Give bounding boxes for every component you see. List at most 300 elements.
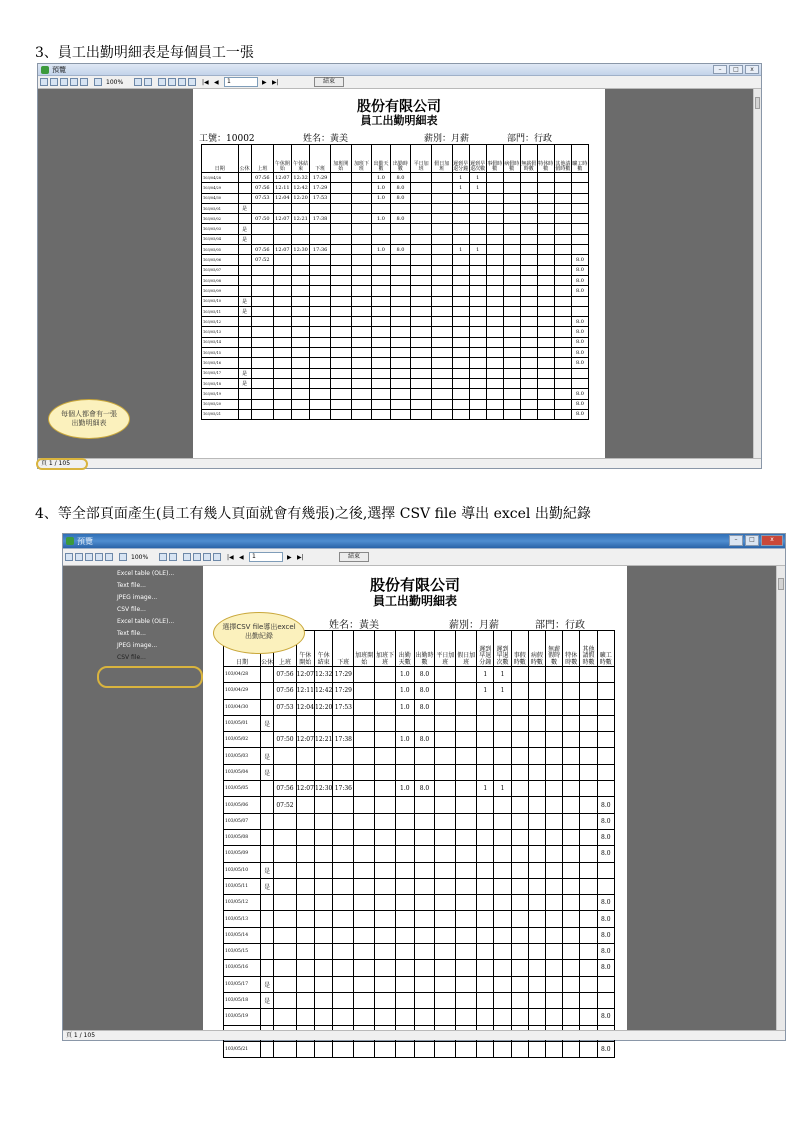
table-cell: 12:32 — [314, 667, 332, 683]
export-menu-item[interactable]: CSV file... — [117, 606, 146, 613]
find-icon[interactable] — [80, 78, 88, 86]
table-cell — [260, 944, 274, 960]
date-cell: 103/05/04 — [224, 764, 261, 780]
export-menu-item[interactable]: Excel table (OLE)... — [117, 618, 175, 625]
table-cell — [274, 764, 296, 780]
table-cell — [396, 846, 414, 862]
table-cell — [351, 348, 372, 358]
table-cell — [456, 748, 477, 764]
table-cell — [477, 960, 494, 976]
table-cell — [494, 992, 511, 1008]
zoom-icon[interactable] — [94, 78, 102, 86]
emp-no — [199, 131, 255, 144]
print-icon[interactable] — [40, 78, 48, 86]
minimize-button[interactable]: – — [729, 535, 743, 546]
table-cell — [528, 895, 545, 911]
export-menu-item[interactable]: Excel table (OLE)... — [117, 570, 175, 577]
table-cell — [435, 1041, 456, 1057]
table-cell — [431, 183, 452, 193]
table-cell — [333, 748, 354, 764]
column-header: 事假時數 — [486, 145, 503, 173]
emp-name — [303, 131, 348, 144]
date-cell: 103/05/05 — [202, 245, 239, 255]
table-cell — [273, 358, 291, 368]
table-cell — [260, 667, 274, 683]
name-label: 姓名： — [303, 134, 331, 144]
table-cell — [238, 173, 251, 183]
table-cell — [310, 327, 331, 337]
table-cell — [330, 358, 351, 368]
table-cell — [452, 224, 469, 234]
column-header: 日期 — [202, 145, 239, 173]
export-icon[interactable] — [70, 78, 78, 86]
table-cell — [411, 245, 432, 255]
table-cell: 8.0 — [390, 193, 411, 203]
table-cell — [351, 368, 372, 378]
table-cell — [414, 976, 435, 992]
maximize-button[interactable]: □ — [729, 65, 743, 74]
table-cell — [477, 878, 494, 894]
table-cell — [351, 378, 372, 388]
table-cell: 12:07 — [296, 667, 314, 683]
table-cell — [554, 378, 571, 388]
table-cell — [563, 683, 580, 699]
table-cell: 07:56 — [251, 245, 273, 255]
table-cell: 1 — [494, 781, 511, 797]
two-page-icon[interactable] — [193, 553, 201, 561]
table-cell — [597, 699, 614, 715]
table-cell — [563, 764, 580, 780]
table-cell — [354, 976, 375, 992]
table-cell — [292, 306, 310, 316]
table-cell — [390, 327, 411, 337]
table-cell: 1 — [477, 667, 494, 683]
table-cell — [260, 699, 274, 715]
table-cell — [494, 944, 511, 960]
table-row — [224, 683, 615, 699]
table-cell — [456, 1041, 477, 1057]
table-cell — [456, 846, 477, 862]
table-cell — [580, 764, 597, 780]
table-cell — [486, 224, 503, 234]
table-cell — [354, 781, 375, 797]
table-cell — [520, 389, 537, 399]
date-cell: 103/05/03 — [202, 224, 239, 234]
table-cell — [354, 846, 375, 862]
table-cell — [330, 234, 351, 244]
table-cell — [563, 732, 580, 748]
table-cell — [494, 846, 511, 862]
table-cell — [310, 265, 331, 275]
table-cell: 17:53 — [310, 193, 331, 203]
table-cell — [251, 378, 273, 388]
table-cell: 1 — [469, 183, 486, 193]
table-cell — [411, 317, 432, 327]
zoom-out-icon[interactable] — [134, 78, 142, 86]
table-cell — [571, 296, 588, 306]
table-cell: 12:07 — [273, 245, 291, 255]
table-row — [202, 234, 589, 244]
table-cell — [292, 368, 310, 378]
table-cell — [477, 992, 494, 1008]
table-row — [202, 173, 589, 183]
column-header: 曠工時數 — [597, 631, 614, 667]
page-number-input[interactable]: 1 — [224, 77, 258, 87]
table-cell — [390, 296, 411, 306]
table-cell — [477, 715, 494, 731]
toolbar — [38, 76, 761, 89]
name-value: 黃美 — [359, 620, 379, 631]
single-page-icon[interactable] — [158, 78, 166, 86]
pay-type — [424, 131, 469, 144]
table-cell — [238, 275, 251, 285]
table-cell — [292, 389, 310, 399]
table-cell — [296, 878, 314, 894]
table-cell — [554, 255, 571, 265]
table-cell — [260, 781, 274, 797]
table-cell — [597, 878, 614, 894]
table-cell — [431, 275, 452, 285]
table-cell — [396, 1041, 414, 1057]
first-page-icon[interactable]: |◀ — [227, 554, 234, 561]
table-cell — [494, 797, 511, 813]
table-row — [224, 813, 615, 829]
table-cell — [554, 358, 571, 368]
export-icon[interactable] — [95, 553, 103, 561]
table-cell — [396, 976, 414, 992]
table-cell — [546, 748, 563, 764]
table-cell — [456, 927, 477, 943]
table-cell — [435, 813, 456, 829]
table-cell — [251, 306, 273, 316]
table-cell: 是 — [238, 378, 251, 388]
table-cell — [477, 732, 494, 748]
table-cell — [296, 715, 314, 731]
open-icon[interactable] — [50, 78, 58, 86]
table-cell — [503, 245, 520, 255]
table-cell — [511, 944, 528, 960]
table-cell: 是 — [260, 992, 274, 1008]
table-cell — [580, 944, 597, 960]
scroll-thumb[interactable] — [755, 97, 760, 109]
dept-value: 行政 — [565, 620, 585, 631]
save-icon[interactable] — [60, 78, 68, 86]
date-cell: 103/05/07 — [224, 813, 261, 829]
table-cell — [435, 1009, 456, 1025]
column-header: 遲到早退分鐘 — [477, 631, 494, 667]
table-cell — [520, 214, 537, 224]
table-header-row — [202, 145, 589, 173]
table-cell — [528, 683, 545, 699]
two-page-icon[interactable] — [168, 78, 176, 86]
zoom-select[interactable]: 100% — [131, 554, 149, 561]
pay-value: 月薪 — [451, 134, 470, 144]
export-menu-item[interactable]: Text file... — [117, 630, 146, 637]
single-page-icon[interactable] — [183, 553, 191, 561]
table-row — [202, 183, 589, 193]
page-number-input[interactable]: 1 — [249, 552, 283, 562]
first-page-icon[interactable]: |◀ — [202, 79, 209, 86]
table-cell — [251, 203, 273, 213]
table-cell: 12:07 — [273, 173, 291, 183]
edit-icon[interactable] — [213, 553, 221, 561]
table-cell: 8.0 — [597, 911, 614, 927]
table-row — [224, 715, 615, 731]
close-button[interactable]: x — [761, 535, 783, 546]
export-menu-item[interactable]: JPEG image... — [117, 642, 158, 649]
next-page-icon[interactable]: ▶ — [287, 554, 292, 561]
table-cell — [452, 265, 469, 275]
table-cell — [273, 224, 291, 234]
column-header: 出勤天數 — [396, 631, 414, 667]
vertical-scrollbar[interactable] — [753, 89, 761, 460]
table-cell: 8.0 — [414, 667, 435, 683]
table-cell — [273, 399, 291, 409]
table-cell — [503, 255, 520, 265]
table-cell — [469, 368, 486, 378]
table-cell — [330, 348, 351, 358]
column-header: 午休開始 — [296, 631, 314, 667]
table-cell: 1.0 — [372, 173, 390, 183]
table-cell — [396, 911, 414, 927]
print-icon[interactable] — [65, 553, 73, 561]
table-cell — [469, 234, 486, 244]
table-cell — [546, 960, 563, 976]
table-row — [202, 214, 589, 224]
table-cell — [330, 245, 351, 255]
table-cell — [563, 797, 580, 813]
table-cell — [511, 829, 528, 845]
table-cell: 是 — [260, 862, 274, 878]
table-cell — [503, 173, 520, 183]
table-cell — [351, 296, 372, 306]
table-cell — [314, 764, 332, 780]
table-cell — [494, 699, 511, 715]
minimize-button[interactable]: – — [713, 65, 727, 74]
table-cell — [469, 296, 486, 306]
table-cell — [435, 683, 456, 699]
table-cell — [274, 960, 296, 976]
table-cell — [314, 1041, 332, 1057]
table-cell — [452, 399, 469, 409]
table-cell — [314, 846, 332, 862]
table-cell — [469, 275, 486, 285]
table-cell — [546, 911, 563, 927]
prev-page-icon[interactable]: ◀ — [239, 554, 244, 561]
table-cell — [431, 203, 452, 213]
column-header: 病假時數 — [503, 145, 520, 173]
table-cell — [431, 286, 452, 296]
date-cell: 103/04/29 — [224, 683, 261, 699]
table-cell — [351, 193, 372, 203]
table-cell — [390, 399, 411, 409]
table-cell — [375, 813, 396, 829]
table-cell — [435, 878, 456, 894]
maximize-button[interactable]: □ — [745, 535, 759, 546]
table-cell — [273, 265, 291, 275]
table-cell — [314, 715, 332, 731]
table-cell — [469, 306, 486, 316]
table-cell — [528, 732, 545, 748]
fit-icon[interactable] — [169, 553, 177, 561]
table-cell — [554, 203, 571, 213]
table-cell — [456, 829, 477, 845]
table-cell — [351, 286, 372, 296]
table-cell — [354, 992, 375, 1008]
table-cell — [503, 265, 520, 275]
table-cell: 1.0 — [396, 732, 414, 748]
table-cell: 是 — [238, 203, 251, 213]
table-cell — [375, 715, 396, 731]
table-cell — [520, 368, 537, 378]
attendance-table — [223, 630, 615, 1058]
open-icon[interactable] — [75, 553, 83, 561]
table-cell — [260, 732, 274, 748]
date-cell: 103/05/01 — [224, 715, 261, 731]
page-count: 頁 1 / 105 — [41, 460, 71, 467]
table-cell: 12:11 — [296, 683, 314, 699]
table-cell — [273, 368, 291, 378]
fit-icon[interactable] — [144, 78, 152, 86]
close-button[interactable]: x — [745, 65, 759, 74]
table-cell — [251, 224, 273, 234]
table-cell — [456, 944, 477, 960]
table-row — [224, 927, 615, 943]
table-cell — [390, 358, 411, 368]
table-cell — [314, 895, 332, 911]
zoom-icon[interactable] — [119, 553, 127, 561]
end-button[interactable]: 結束 — [339, 552, 369, 562]
table-cell — [354, 715, 375, 731]
table-cell — [486, 275, 503, 285]
table-cell — [310, 409, 331, 419]
table-cell — [390, 368, 411, 378]
edit-icon[interactable] — [188, 78, 196, 86]
table-cell — [580, 748, 597, 764]
table-row — [202, 317, 589, 327]
table-cell — [414, 829, 435, 845]
table-cell — [546, 699, 563, 715]
table-cell — [414, 1041, 435, 1057]
export-menu-item[interactable]: JPEG image... — [117, 594, 158, 601]
table-cell — [520, 224, 537, 234]
table-cell — [597, 683, 614, 699]
table-cell — [554, 286, 571, 296]
date-cell: 103/05/15 — [202, 348, 239, 358]
table-cell: 17:29 — [310, 173, 331, 183]
table-cell — [520, 409, 537, 419]
table-cell — [296, 1009, 314, 1025]
table-cell — [238, 183, 251, 193]
table-cell — [520, 203, 537, 213]
table-row — [202, 378, 589, 388]
table-cell — [310, 358, 331, 368]
next-page-icon[interactable]: ▶ — [262, 79, 267, 86]
table-cell — [546, 732, 563, 748]
table-cell: 12:07 — [296, 732, 314, 748]
date-cell: 103/05/18 — [202, 378, 239, 388]
table-cell — [546, 781, 563, 797]
scroll-thumb[interactable] — [778, 578, 784, 590]
table-cell: 17:36 — [333, 781, 354, 797]
last-page-icon[interactable]: ▶| — [297, 554, 304, 561]
table-cell — [333, 911, 354, 927]
table-cell — [511, 683, 528, 699]
table-row — [224, 829, 615, 845]
table-cell — [411, 234, 432, 244]
table-cell — [390, 317, 411, 327]
table-cell — [296, 944, 314, 960]
table-cell — [597, 976, 614, 992]
table-cell — [511, 976, 528, 992]
table-cell — [310, 224, 331, 234]
zoom-out-icon[interactable] — [159, 553, 167, 561]
table-cell — [503, 399, 520, 409]
table-row — [224, 862, 615, 878]
table-cell — [396, 862, 414, 878]
table-cell — [251, 368, 273, 378]
export-menu-item[interactable]: CSV file... — [117, 654, 146, 661]
save-icon[interactable] — [85, 553, 93, 561]
table-cell — [351, 399, 372, 409]
table-cell — [554, 296, 571, 306]
table-cell — [314, 813, 332, 829]
table-cell — [528, 944, 545, 960]
multi-page-icon[interactable] — [178, 78, 186, 86]
prev-page-icon[interactable]: ◀ — [214, 79, 219, 86]
table-cell — [435, 911, 456, 927]
table-cell — [511, 1009, 528, 1025]
table-cell — [396, 960, 414, 976]
table-cell — [435, 764, 456, 780]
vertical-scrollbar[interactable] — [776, 566, 785, 1032]
table-cell — [563, 878, 580, 894]
table-cell — [563, 960, 580, 976]
table-row — [224, 667, 615, 683]
table-cell — [554, 193, 571, 203]
table-cell — [435, 667, 456, 683]
column-header: 無薪假時數 — [546, 631, 563, 667]
table-cell — [354, 683, 375, 699]
table-cell — [597, 764, 614, 780]
zoom-select[interactable]: 100% — [106, 79, 124, 86]
export-menu-item[interactable]: Text file... — [117, 582, 146, 589]
table-cell — [310, 348, 331, 358]
table-cell — [528, 797, 545, 813]
table-cell — [597, 715, 614, 731]
table-cell — [238, 409, 251, 419]
end-button[interactable]: 結束 — [314, 77, 344, 87]
table-cell — [333, 813, 354, 829]
table-cell — [351, 409, 372, 419]
table-cell: 8.0 — [414, 781, 435, 797]
table-cell — [411, 389, 432, 399]
dept-value: 行政 — [534, 134, 553, 144]
table-cell — [260, 1041, 274, 1057]
table-cell — [351, 173, 372, 183]
table-cell — [511, 797, 528, 813]
multi-page-icon[interactable] — [203, 553, 211, 561]
table-cell — [563, 992, 580, 1008]
last-page-icon[interactable]: ▶| — [272, 79, 279, 86]
table-cell — [354, 944, 375, 960]
table-cell — [351, 224, 372, 234]
table-row — [202, 348, 589, 358]
table-cell: 是 — [260, 715, 274, 731]
table-cell — [375, 748, 396, 764]
table-cell — [375, 667, 396, 683]
find-icon[interactable] — [105, 553, 113, 561]
